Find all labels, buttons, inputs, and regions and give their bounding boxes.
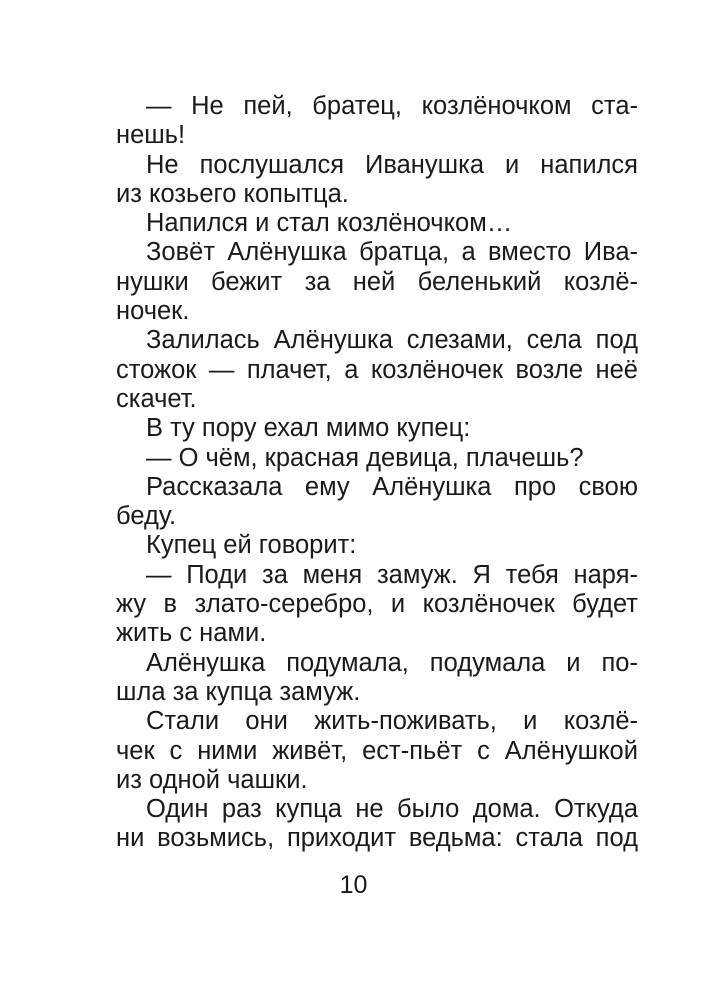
text-line: — Поди за меня замуж. Я тебя наря- <box>146 560 638 589</box>
text-line: стожок — плачет, а козлёночек возле неё <box>116 355 638 384</box>
text-line: Залилась Алёнушка слезами, села под <box>146 326 638 355</box>
text-line: из козьего копытца. <box>116 179 349 208</box>
body-text <box>116 92 638 854</box>
text-line: нушки бежит за ней беленький козлё- <box>116 267 638 296</box>
page-number: 10 <box>339 871 368 899</box>
text-line: чек с ними живёт, ест-пьёт с Алёнушкой <box>116 736 638 765</box>
text-line: Напился и стал козлёночком… <box>146 209 513 238</box>
text-line: — О чём, красная девица, плачешь? <box>146 443 584 472</box>
text-line: шла за купца замуж. <box>116 677 361 706</box>
text-line: жить с нами. <box>116 619 267 648</box>
text-line: В ту пору ехал мимо купец: <box>146 414 471 443</box>
text-line: — Не пей, братец, козлёночком ста- <box>146 92 638 120</box>
text-line: нешь! <box>116 121 186 150</box>
text-line: Не послушался Иванушка и напился <box>146 150 638 179</box>
text-line: ночек. <box>116 297 190 326</box>
text-line: Один раз купца не было дома. Откуда <box>146 795 638 824</box>
text-line: Алёнушка подумала, подумала и по- <box>146 648 638 677</box>
text-line: беду. <box>116 502 177 531</box>
text-line: Купец ей говорит: <box>146 531 357 560</box>
text-line: ни возьмись, приходит ведьма: стала под <box>116 824 638 853</box>
text-line: Рассказала ему Алёнушка про свою <box>146 472 638 501</box>
text-line: жу в злато-серебро, и козлёночек будет <box>116 590 638 619</box>
text-line: из одной чашки. <box>116 765 308 794</box>
text-line: скачет. <box>116 384 197 413</box>
text-line: Зовёт Алёнушка братца, а вместо Ива- <box>146 238 638 267</box>
text-line: Стали они жить-поживать, и козлё- <box>146 707 638 736</box>
